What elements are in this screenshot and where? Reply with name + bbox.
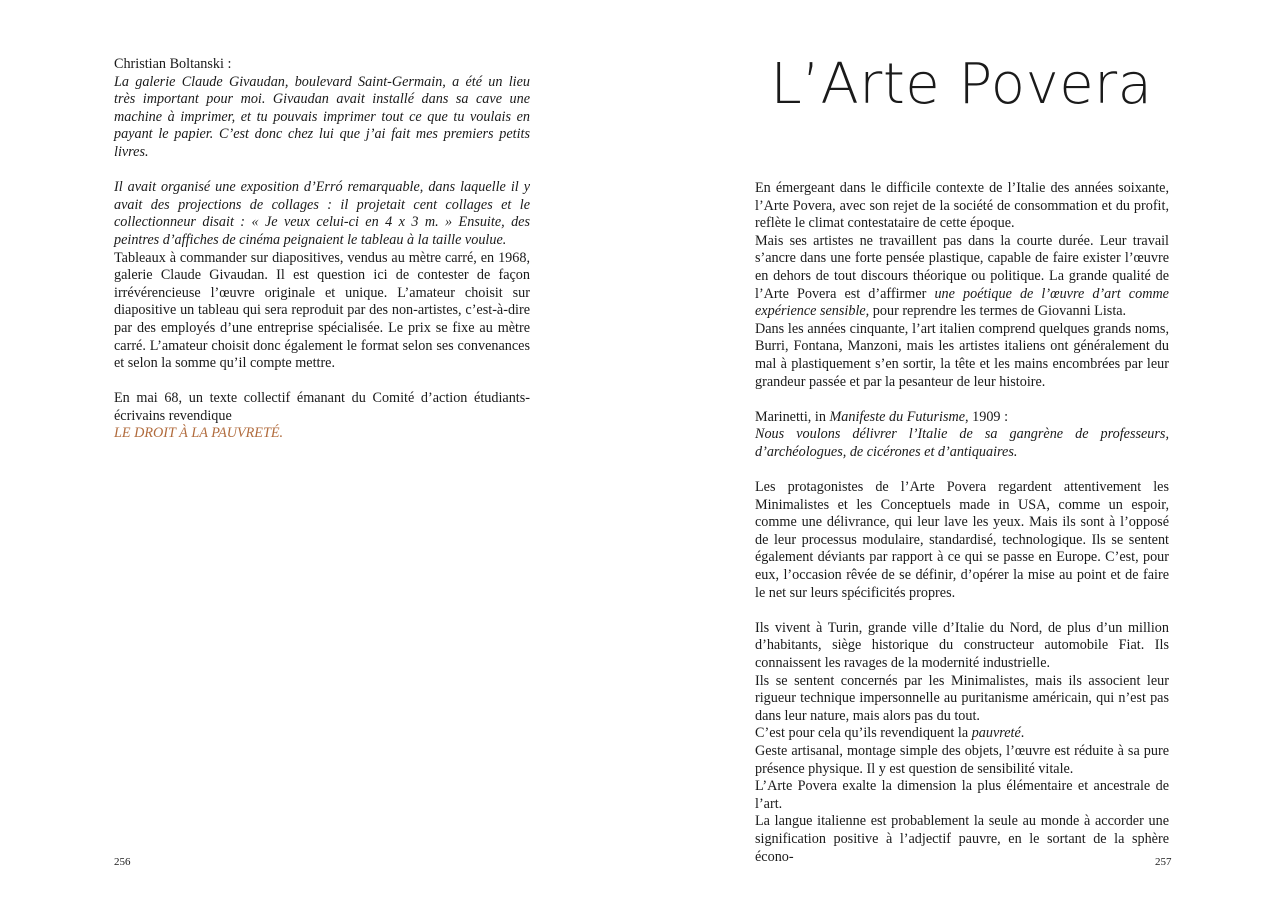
highlight-period: . <box>279 425 284 442</box>
paragraph-gap <box>755 462 1169 480</box>
marinetti-quote: Nous voulons délivrer l’Italie de sa gangrène de professeurs, d’archéologues, de cicérones et d’antiquaires. <box>755 426 1169 460</box>
marinetti-work: Manifeste du Futurisme <box>829 408 966 425</box>
poetique-end: pour reprendre les termes de Giovanni Lista. <box>869 303 1127 320</box>
paragraph-annees-cinquante: Dans les années cinquante, l’art italien comprend quelques grands noms, Burri, Fontana, Manzoni, mais les artistes italiens ont généralement du mal à plastiquement s’en sortir, la tête et les mains encombrées par leur grandeur passée et par la pesanteur de leur histoire. <box>755 320 1169 390</box>
page-number-right: 257 <box>1155 856 1172 868</box>
paragraph-gap <box>755 602 1169 620</box>
poetique-italic: une poétique de l’œuvre d’art comme expérience sensible, <box>755 285 1169 320</box>
pauvrete-italic: pauvreté <box>971 725 1021 742</box>
quote-author: Christian Boltanski : <box>114 56 232 72</box>
paragraph-gap <box>114 162 530 180</box>
paragraph-geste: Geste artisanal, montage simple des objets, l’œuvre est réduite à sa pure présence physique. Il y est question de sensibilité vitale. <box>755 743 1169 777</box>
paragraph-protagonistes: Les protagonistes de l’Arte Povera regardent attentivement les Minimalistes et les Conceptuels made in USA, comme un espoir, comme une délivrance, qui leur lave les yeux. Mais ils sont à l’opposé de leur processus modulaire, standardisé, technologique. Ils se sentent également déviants par rapport à ce qui se passe en Europe. C’est, pour eux, l’occasion rêvée de se définir, d’opérer la mise au point et de faire le net sur leurs spécificités propres. <box>755 479 1169 601</box>
paragraph-gap <box>114 373 530 391</box>
paragraph-gap <box>755 391 1169 409</box>
right-body-text <box>755 180 1169 866</box>
paragraph-poetique <box>755 233 1169 321</box>
boltanski-quote-2: Il avait organisé une exposition d’Erró remarquable, dans laquelle il y avait des projections de collages : il projetait cent collages et le collectionneur disait : « Je veux celui-ci en 4 x 3 m. » Ensuite, des peintres d’affiches de cinéma peignaient le tableau à la taille voulue. <box>114 179 530 248</box>
marinetti-prefix: Marinetti, in <box>755 408 830 425</box>
paragraph-givaudan: Tableaux à commander sur diapositives, vendus au mètre carré, en 1968, galerie Claude Givaudan. Il est question ici de contester de façon irrévérencieuse l’œuvre originale et unique. L’amateur choisit sur diapositive un tableau qui sera reproduit par des non-artistes, c’est-à-dire par des employés d’une entreprise spécialisée. Le prix se fixe au mètre carré. L’amateur choisit donc également le format selon ses convenances et selon la somme qu’il compte mettre. <box>114 249 530 372</box>
highlight-line <box>114 425 530 443</box>
chapter-title-text: L’Arte Povera <box>770 52 1153 117</box>
droit-a-la-pauvrete: LE DROIT À LA PAUVRETÉ <box>114 425 280 442</box>
marinetti-year: , 1909 : <box>965 408 1009 425</box>
paragraph-langue: La langue italienne est probablement la seule au monde à accorder une signification positive à l’adjectif pauvre, en le sortant de la sphère écono- <box>755 813 1169 865</box>
boltanski-quote-1: La galerie Claude Givaudan, boulevard Saint-Germain, a été un lieu très important pour moi. Givaudan avait installé dans sa cave une machine à imprimer, et tu pouvais imprimer tout ce que tu voulais en payant le papier. C’est donc chez lui que j’ai fait mes premiers petits livres. <box>114 73 530 160</box>
page-number-left: 256 <box>114 856 131 868</box>
paragraph-exalte: L’Arte Povera exalte la dimension la plus élémentaire et ancestrale de l’art. <box>755 778 1169 812</box>
paragraph-pauvrete <box>755 725 1169 743</box>
paragraph-minimalistes: Ils se sentent concernés par les Minimalistes, mais ils associent leur rigueur technique impersonnelle au puritanisme américain, qui n’est pas dans leur nature, mais alors pas du tout. <box>755 672 1169 724</box>
paragraph-turin: Ils vivent à Turin, grande ville d’Italie du Nord, de plus d’un million d’habitants, siège historique du constructeur automobile Fiat. Ils connaissent les ravages de la modernité industrielle. <box>755 619 1169 672</box>
chapter-title <box>641 48 1282 122</box>
marinetti-citation <box>755 409 1169 427</box>
pauvrete-end: . <box>1020 725 1025 742</box>
paragraph-context: En émergeant dans le difficile contexte de l’Italie des années soixante, l’Arte Povera, avec son rejet de la société de consommation et du profit, reflète le climat contestataire de cette époque. <box>755 180 1169 232</box>
poetique-start: Mais ses artistes ne travaillent pas dans la courte durée. Leur travail s’ancre dans une forte pensée plastique, capable de faire exister l’œuvre en dehors de tout discours théorique ou politique. La grande qualité de l’Arte Povera est d’affirmer <box>755 232 1169 302</box>
pauvrete-start: C’est pour cela qu’ils revendiquent la <box>755 725 972 742</box>
left-body-text <box>114 56 530 443</box>
paragraph-mai-68: En mai 68, un texte collectif émanant du Comité d’action étudiants-écrivains revendique <box>114 390 530 424</box>
right-page <box>641 0 1282 904</box>
